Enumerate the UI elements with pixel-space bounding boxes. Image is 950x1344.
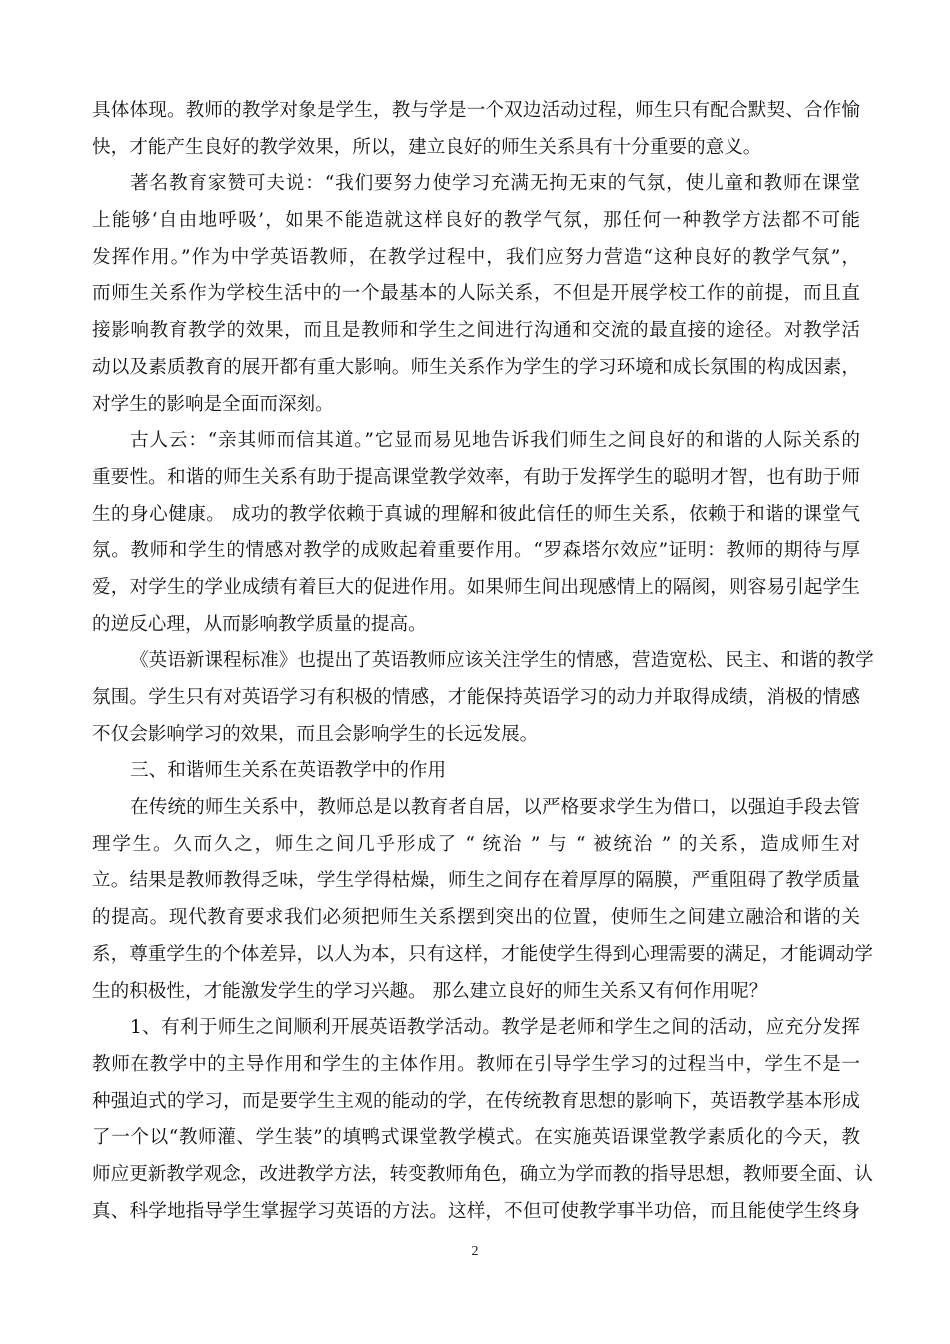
paragraph-point-one (92, 1010, 873, 1230)
text-line: 系，尊重学生的个体差异，以人为本，只有这样，才能使学生得到心理需要的满足，才能调动学 (92, 943, 873, 965)
body-text (92, 93, 874, 1230)
text-line: 的提高。现代教育要求我们必须把师生关系摆到突出的位置，使师生之间建立融洽和谐的关 (92, 907, 860, 929)
text-line: 师应更新教学观念，改进教学方法，转变教师角色，确立为学而教的指导思想，教师要全面、认 (92, 1163, 873, 1185)
text-line: 爱，对学生的学业成绩有着巨大的促进作用。如果师生间出现感情上的隔阂，则容易引起学生 (92, 576, 860, 598)
text-line: 对学生的影响是全面而深刻。 (92, 393, 334, 415)
section-heading-text: 三、和谐师生关系在英语教学中的作用 (130, 760, 447, 782)
text-line: 的逆反心理，从而影响教学质量的提高。 (92, 613, 427, 635)
text-line: 氛。教师和学生的情感对教学的成败起着重要作用。“罗森塔尔效应”证明：教师的期待与厚 (92, 540, 860, 562)
text-line: 重要性。和谐的师生关系有助于提高课堂教学效率，有助于发挥学生的聪明才智，也有助于师 (92, 466, 860, 488)
text-line: 接影响教育教学的效果，而且是教师和学生之间进行沟通和交流的最直接的途径。对教学活 (92, 320, 860, 342)
text-line: 氛围。学生只有对英语学习有积极的情感，才能保持英语学习的动力并取得成绩，消极的情感 (92, 687, 860, 708)
paragraph-traditional-relationship (92, 790, 873, 1010)
text-line: 种强迫式的学习，而是要学生主观的能动的学，在传统教育思想的影响下，英语教学基本形成 (92, 1090, 860, 1112)
section-heading (92, 753, 860, 790)
paragraph-ancient-saying (92, 423, 860, 643)
text-line: 生的身心健康。 成功的教学依赖于真诚的理解和彼此信任的师生关系，依赖于和谐的课堂气 (92, 503, 860, 525)
text-line: 1、有利于师生之间顺利开展英语教学活动。教学是老师和学生之间的活动，应充分发挥 (130, 1017, 860, 1039)
text-line: 发挥作用。”作为中学英语教师，在教学过程中，我们应努力营造“这种良好的教学气氛”， (92, 246, 860, 268)
text-line: 古人云：“亲其师而信其道。”它显而易见地告诉我们师生之间良好的和谐的人际关系的 (130, 430, 860, 452)
text-line: 快，才能产生良好的教学效果，所以，建立良好的师生关系具有十分重要的意义。 (92, 136, 762, 158)
text-line: 上能够‘自由地呼吸’，如果不能造就这样良好的教学气氛，那任何一种教学方法都不可能 (92, 210, 860, 232)
paragraph-zankov-quote (92, 166, 860, 423)
text-line: 在传统的师生关系中，教师总是以教育者自居，以严格要求学生为借口，以强迫手段去管 (130, 797, 860, 819)
text-line: 生的积极性，才能激发学生的学习兴趣。 那么建立良好的师生关系又有何作用呢？ (92, 980, 768, 1002)
text-line: 动以及素质教育的展开都有重大影响。师生关系作为学生的学习环境和成长氛围的构成因素， (92, 356, 860, 378)
text-line: 著名教育家赞可夫说：“我们要努力使学习充满无拘无束的气氛，使儿童和教师在课堂 (130, 173, 860, 195)
page-number: 2 (471, 1244, 479, 1259)
text-line: 立。结果是教师教得乏味，学生学得枯燥，师生之间存在着厚厚的隔膜，严重阻碍了教学质量 (92, 870, 860, 892)
text-line: 理学生。久而久之，师生之间几乎形成了 “ 统治 ” 与 “ 被统治 ” 的关系，造成师生对 (92, 833, 860, 855)
text-line: 而师生关系作为学校生活中的一个最基本的人际关系，不但是开展学校工作的前提，而且直 (92, 283, 860, 305)
text-line: 教师在教学中的主导作用和学生的主体作用。教师在引导学生学习的过程当中，学生不是一 (92, 1053, 860, 1075)
text-line: 具体体现。教师的教学对象是学生，教与学是一个双边活动过程，师生只有配合默契、合作愉 (92, 100, 860, 121)
text-line: 真、科学地指导学生掌握学习英语的方法。这样，不但可使教学事半功倍，而且能使学生终身 (92, 1200, 860, 1222)
text-line: 了一个以“教师灌、学生装”的填鸭式课堂教学模式。在实施英语课堂教学素质化的今天，教 (92, 1127, 860, 1149)
paragraph-curriculum-standard (92, 643, 874, 753)
text-line: 《英语新课程标准》也提出了英语教师应该关注学生的情感，营造宽松、民主、和谐的教学 (130, 650, 874, 672)
text-line: 不仅会影响学习的效果，而且会影响学生的长远发展。 (92, 723, 539, 745)
paragraph-teaching-relationship (92, 93, 860, 166)
